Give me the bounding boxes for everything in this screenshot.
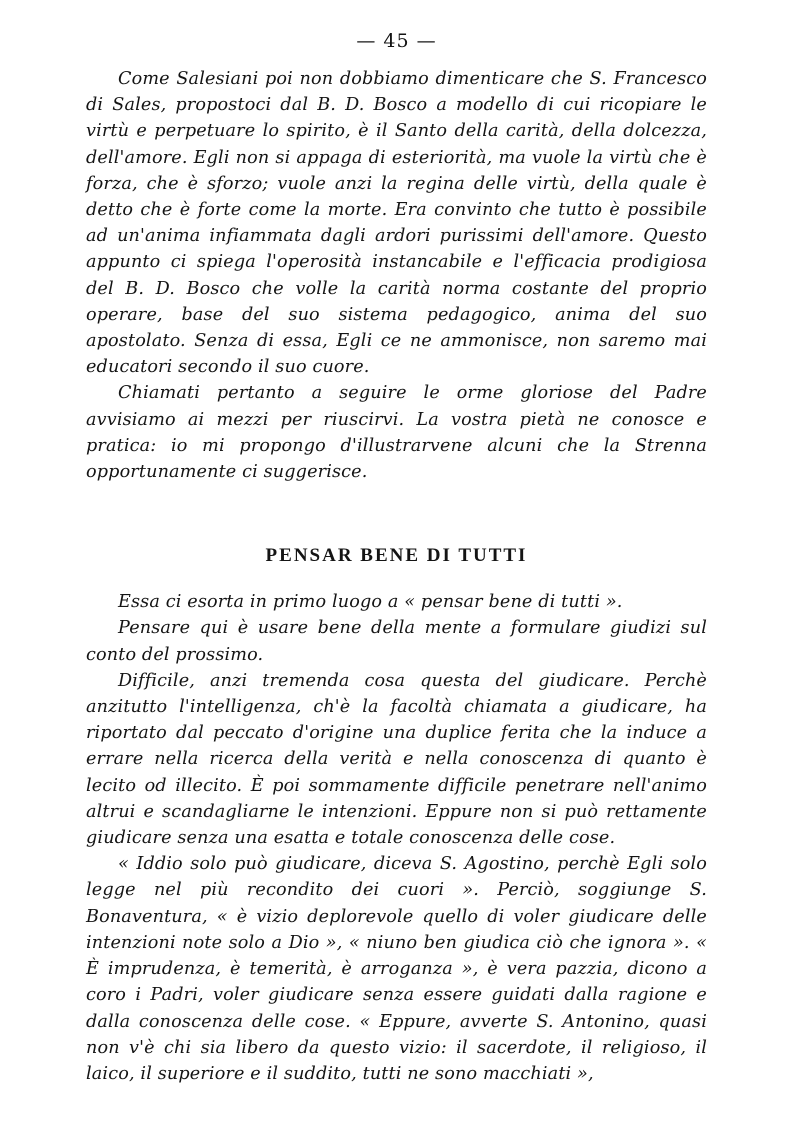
section-heading: PENSAR BENE DI TUTTI: [265, 545, 528, 567]
section-paragraph-3: Difficile, anzi tremenda cosa questa del giudicare. Perchè anzitutto l'intelligenza, ch'è la facoltà chiamata a giudicare, ha riportato dal peccato d'origine una duplice ferita che la induce a errare nella ricerca della verità e nella conoscenza di quanto è lecito od illecito. È poi sommamente difficile penetrare nell'animo altrui e scandagliarne le intenzioni. Eppure non si può rettamente giudicare senza una esatta e totale conoscenza delle cose.: [86, 670, 707, 849]
page-number: — 45 —: [356, 30, 437, 52]
intro-paragraph-1: Come Salesiani poi non dobbiamo dimenticare che S. Francesco di Sales, propostoci dal B. D. Bosco a modello di cui ricopiare le virtù e perpetuare lo spirito, è il Santo della carità, della dolcezza, dell'amore. Egli non si appaga di esteriorità, ma vuole la virtù che è forza, che è sforzo; vuole anzi la regina delle virtù, della quale è detto che è forte come la morte. Era convinto che tutto è possibile ad un'anima infiammata dagli ardori purissimi dell'amore. Questo appunto ci spiega l'operosità instancabile e l'efficacia prodigiosa del B. D. Bosco che volle la carità norma costante del proprio operare, base del suo sistema pedagogico, anima del suo apostolato. Senza di essa, Egli ce ne ammonisce, non saremo mai educatori secondo il suo cuore.: [86, 69, 707, 378]
intro-paragraph-2: Chiamati pertanto a seguire le orme gloriose del Padre avvisiamo ai mezzi per riuscirvi. La vostra pietà ne conosce e pratica: io mi propongo d'illustrarvene alcuni che la Strenna opportunamente ci suggerisce.: [86, 383, 707, 483]
section-paragraph-1: Essa ci esorta in primo luogo a « pensar bene di tutti ».: [118, 592, 623, 613]
section-paragraph-2: Pensare qui è usare bene della mente a formulare giudizi sul conto del prossimo.: [86, 618, 707, 665]
section-paragraph-4: « Iddio solo può giudicare, diceva S. Agostino, perchè Egli solo legge nel più recondito dei cuori ». Perciò, soggiunge S. Bonaventura, « è vizio deplorevole quello di voler giudicare delle intenzioni note solo a Dio », « niuno ben giudica ciò che ignora ». « È imprudenza, è temerità, è arroganza », è vera pazzia, dicono a coro i Padri, voler giudicare senza essere guidati dalla ragione e dalla conoscenza delle cose. « Eppure, avverte S. Antonino, quasi non v'è chi sia libero da questo vizio: il sacerdote, il religioso, il laico, il superiore e il suddito, tutti ne sono macchiati »,: [86, 854, 707, 1084]
